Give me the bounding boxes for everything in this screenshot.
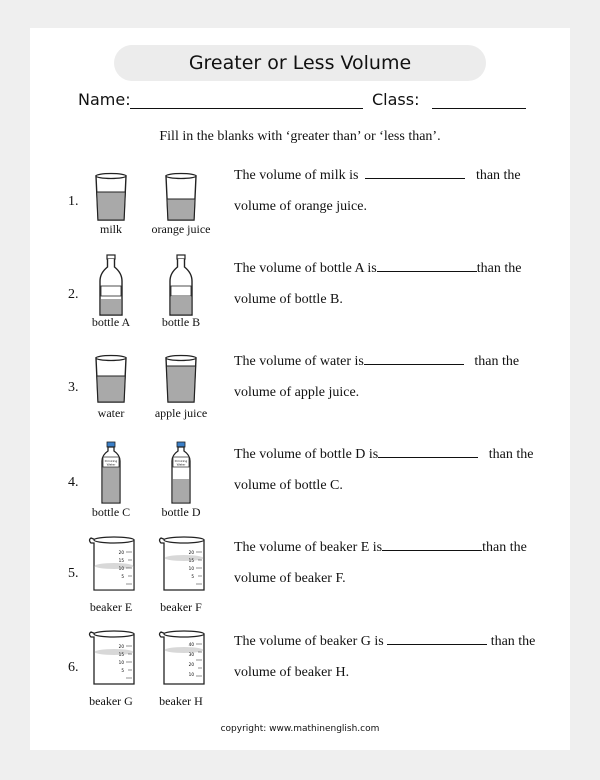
bottle-b-label: bottle B (161, 315, 201, 329)
svg-text:Drinking: Drinking (104, 459, 118, 463)
sentence-line-2: volume of bottle C. (234, 478, 343, 493)
beaker-f-scale-mark: 20 (188, 550, 194, 555)
beaker-g-icon (76, 624, 146, 694)
beaker-h-scale-mark: 20 (188, 662, 194, 667)
question-number: 3. (68, 380, 79, 395)
beaker-e-scale-mark: 15 (118, 558, 124, 563)
beaker-f-label: beaker F (160, 600, 202, 614)
svg-text:Water: Water (176, 462, 186, 467)
bottle-d-icon (146, 441, 216, 511)
worksheet (30, 28, 570, 750)
answer-blank-3[interactable] (364, 352, 464, 365)
bottle-d-label: bottle D (161, 505, 201, 519)
question-2 (30, 259, 570, 347)
beaker-g-scale-mark: 20 (118, 644, 124, 649)
question-number: 4. (68, 475, 79, 490)
question-number: 1. (68, 194, 79, 209)
answer-blank-2[interactable] (377, 259, 477, 272)
sentence-line-2: volume of beaker H. (234, 665, 350, 680)
beaker-h-label: beaker H (159, 694, 203, 708)
question-6 (30, 632, 570, 720)
beaker-f-icon (146, 530, 216, 600)
sentence-line-1: The volume of beaker E is than the (234, 540, 527, 555)
answer-blank-6[interactable] (387, 632, 487, 645)
question-3 (30, 352, 570, 440)
bottle-a-label: bottle A (91, 315, 131, 329)
question-4 (30, 445, 570, 533)
class-label: Class: (372, 90, 420, 109)
sentence-line-1: The volume of milk is than the (234, 168, 521, 183)
beaker-h-scale-mark: 30 (188, 652, 194, 657)
water-label: water (97, 406, 125, 420)
beaker-f-scale-mark: 5 (191, 574, 194, 579)
instruction-text: Fill in the blanks with ‘greater than’ or ‘less than’. (159, 129, 441, 144)
answer-blank-4[interactable] (378, 445, 478, 458)
svg-text:Drinking: Drinking (174, 459, 188, 463)
bottle-a-icon (76, 253, 146, 323)
sentence-line-1: The volume of water is than the (234, 354, 520, 369)
bottle-c-icon (76, 441, 146, 511)
question-number: 5. (68, 566, 79, 581)
beaker-g-scale-mark: 5 (121, 668, 124, 673)
beaker-e-scale-mark: 10 (118, 566, 124, 571)
answer-blank-5[interactable] (382, 538, 482, 551)
beaker-h-scale-mark: 10 (188, 672, 194, 677)
beaker-g-scale-mark: 15 (118, 652, 124, 657)
worksheet-title: Greater or Less Volume (114, 45, 486, 81)
name-label: Name: (78, 90, 131, 109)
beaker-e-scale-mark: 5 (121, 574, 124, 579)
beaker-h-icon (146, 624, 216, 694)
sentence-line-1: The volume of bottle A is than the (234, 261, 522, 276)
beaker-e-scale-mark: 20 (118, 550, 124, 555)
beaker-g-scale-mark: 10 (118, 660, 124, 665)
class-field[interactable] (432, 108, 526, 109)
question-1 (30, 166, 570, 254)
sentence-line-2: volume of beaker F. (234, 571, 346, 586)
beaker-e-label: beaker E (89, 600, 133, 614)
bottle-b-icon (146, 253, 216, 323)
sentence-line-2: volume of orange juice. (234, 199, 367, 214)
beaker-f-scale-mark: 10 (188, 566, 194, 571)
svg-text:Water: Water (106, 462, 116, 467)
name-field[interactable] (130, 108, 363, 109)
question-number: 6. (68, 660, 79, 675)
beaker-e-icon (76, 530, 146, 600)
beaker-h-scale-mark: 40 (188, 642, 194, 647)
question-number: 2. (68, 287, 79, 302)
answer-blank-1[interactable] (365, 166, 465, 179)
apple-juice-label: apple juice (154, 406, 208, 420)
copyright-footer: copyright: www.mathinenglish.com (220, 724, 380, 734)
sentence-line-2: volume of bottle B. (234, 292, 343, 307)
question-5 (30, 538, 570, 626)
bottle-c-label: bottle C (91, 505, 131, 519)
beaker-g-label: beaker G (89, 694, 133, 708)
sentence-line-1: The volume of beaker G is than the (234, 634, 536, 649)
beaker-f-scale-mark: 15 (188, 558, 194, 563)
milk-label: milk (99, 222, 122, 236)
sentence-line-2: volume of apple juice. (234, 385, 360, 400)
orange-juice-label: orange juice (151, 222, 211, 236)
sentence-line-1: The volume of bottle D is than the (234, 447, 534, 462)
